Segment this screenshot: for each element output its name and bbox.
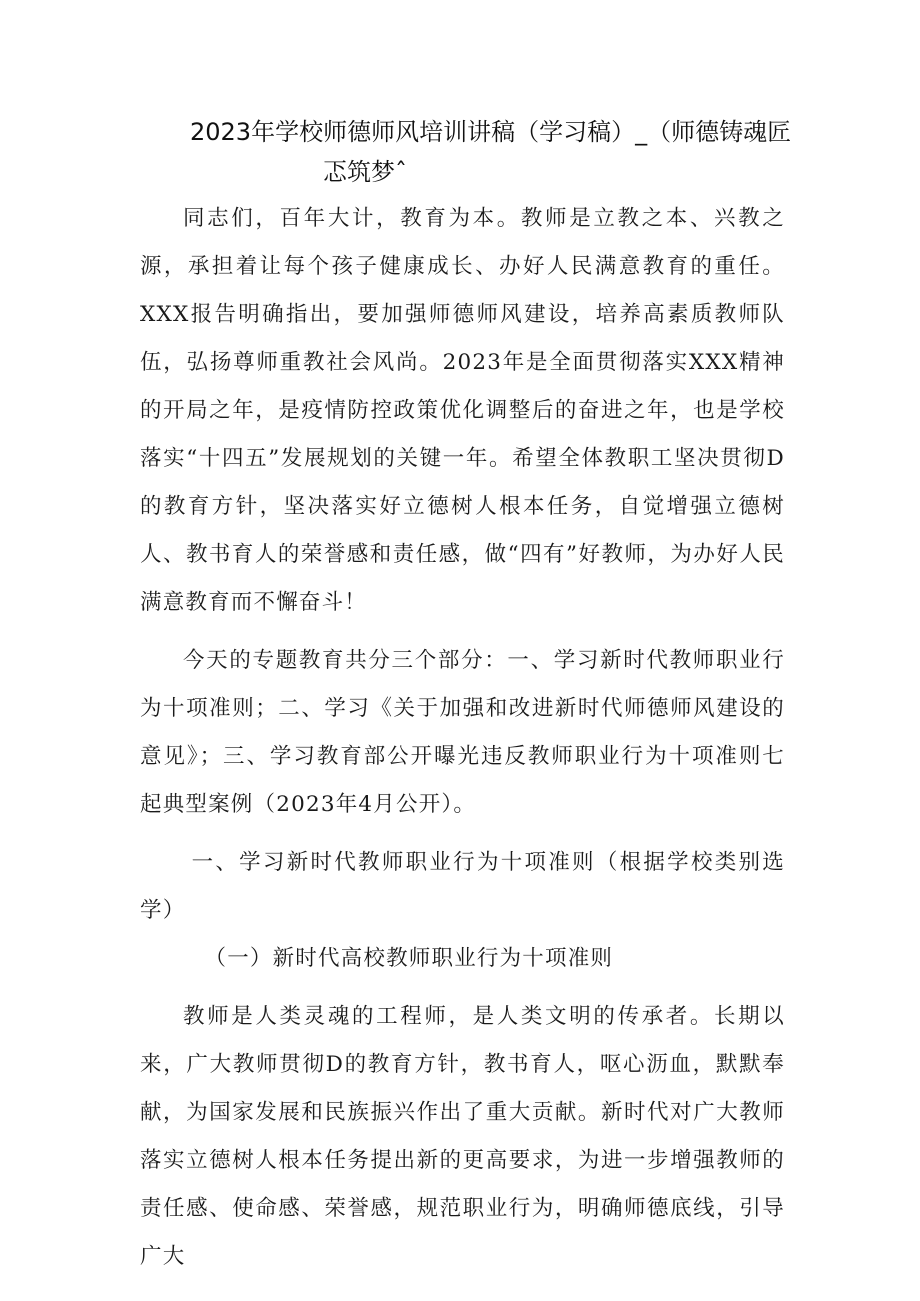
paragraph-intro: 同志们，百年大计，教育为本。教师是立教之本、兴教之源，承担着让每个孩子健康成长、办好人民满意教育的重任。XXX报告明确指出，要加强师德师风建设，培养高素质教师队伍，弘扬尊师重教社会风尚。2023年是全面贯彻落实XXX精神的开局之年，是疫情防控政策优化调整后的奋进之年，也是学校落实“十四五”发展规划的关键一年。希望全体教职工坚决贯彻D的教育方针，坚决落实好立德树人根本任务，自觉增强立德树人、教书育人的荣誉感和责任感，做“四有”好教师，为办好人民满意教育而不懈奋斗！: [140, 206, 785, 615]
title-line-2: 忑筑梦ˆ: [323, 158, 407, 186]
subsection-heading: （一）新时代高校教师职业行为十项准则: [204, 946, 614, 971]
document-title: [190, 112, 810, 192]
title-line-1: 2023年学校师德师风培训讲稿（学习稿）_（师德铸魂匠: [190, 118, 792, 146]
paragraph-outline: 今天的专题教育共分三个部分：一、学习新时代教师职业行为十项准则；二、学习《关于加强和改进新时代师德师风建设的意见》；三、学习教育部公开曝光违反教师职业行为十项准则七起典型案例（2023年4月公开）。: [140, 648, 785, 817]
document-body: [140, 195, 785, 1281]
section-heading: 一、学习新时代教师职业行为十项准则（根据学校类别选学）: [140, 850, 785, 923]
paragraph-body: 教师是人类灵魂的工程师，是人类文明的传承者。长期以来，广大教师贯彻D的教育方针，教书育人，呕心沥血，默默奉献，为国家发展和民族振兴作出了重大贡献。新时代对广大教师落实立德树人根本任务提出新的更高要求，为进一步增强教师的责任感、使命感、荣誉感，规范职业行为，明确师德底线，引导广大: [140, 1004, 785, 1269]
